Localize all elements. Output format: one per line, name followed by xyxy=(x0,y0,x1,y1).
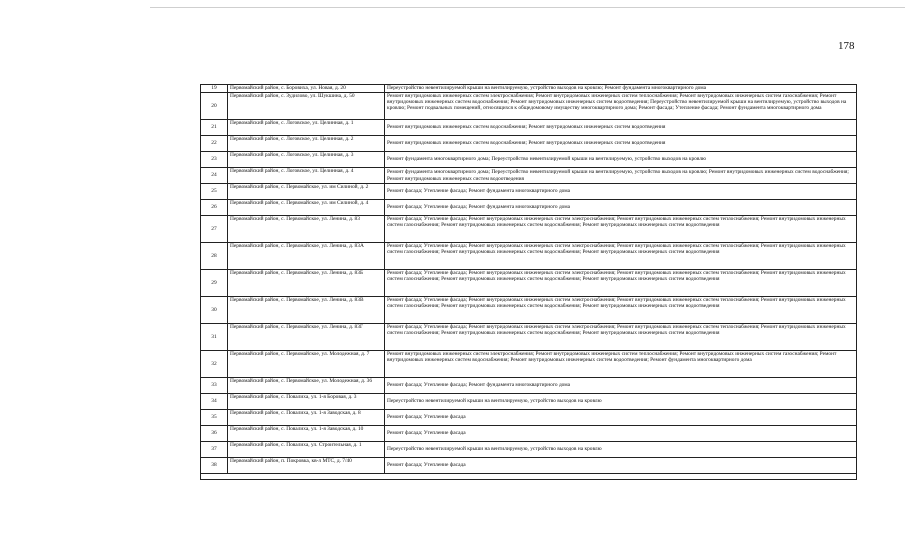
row-address: Первомайский район, с. Логовское, ул. Целинная, д. 4 xyxy=(228,168,385,184)
row-address: Первомайский район, с. Повалиха, ул. 1-я Боровая, д. 3 xyxy=(228,394,385,410)
table-row xyxy=(201,85,857,93)
row-address: Первомайский район, с. Повалиха, ул. 1-я Заводская, д. 10 xyxy=(228,426,385,442)
row-works: Ремонт фасада; Утепление фасада; Ремонт внутридомовых инженерных систем электроснабжения; Ремонт внутридомовых инженерных систем теплоснабжения; Ремонт внутридомовых инженерных систем газоснабжения; Ремонт внутридомовых инженерных систем водоснабжения; Ремонт внутридомовых инженерных систем водоотведения xyxy=(385,297,857,324)
row-works: Ремонт фасада; Утепление фасада; Ремонт внутридомовых инженерных систем электроснабжения; Ремонт внутридомовых инженерных систем теплоснабжения; Ремонт внутридомовых инженерных систем газоснабжения; Ремонт внутридомовых инженерных систем водоснабжения; Ремонт внутридомовых инженерных систем водоотведения xyxy=(385,270,857,297)
table-row xyxy=(201,378,857,394)
table-row xyxy=(201,243,857,270)
row-works: Ремонт фасада; Утепление фасада; Ремонт фундамента многоквартирного дома xyxy=(385,378,857,394)
table-row xyxy=(201,458,857,474)
row-number: 36 xyxy=(201,426,228,442)
row-address: Первомайский район, с. Первомайское, ул. Ленина, д. 83Г xyxy=(228,324,385,351)
row-works: Ремонт фасада; Утепление фасада xyxy=(385,410,857,426)
table-row xyxy=(201,152,857,168)
row-number: 21 xyxy=(201,120,228,136)
table-row xyxy=(201,442,857,458)
row-works: Ремонт фасада; Утепление фасада; Ремонт внутридомовых инженерных систем электроснабжения; Ремонт внутридомовых инженерных систем теплоснабжения; Ремонт внутридомовых инженерных систем газоснабжения; Ремонт внутридомовых инженерных систем водоснабжения; Ремонт внутридомовых инженерных систем водоотведения xyxy=(385,243,857,270)
row-address: Первомайский район, с. Первомайское, ул. им Силиной, д. 4 xyxy=(228,200,385,216)
empty-cell xyxy=(201,474,857,480)
row-address: Первомайский район, с. Первомайское, ул. Молодежная, д. 36 xyxy=(228,378,385,394)
row-number: 24 xyxy=(201,168,228,184)
row-number: 29 xyxy=(201,270,228,297)
table-row xyxy=(201,324,857,351)
table-row xyxy=(201,120,857,136)
row-number: 25 xyxy=(201,184,228,200)
row-address: Первомайский район, с. Первомайское, ул. Ленина, д. 83Б xyxy=(228,270,385,297)
row-works: Ремонт фасада; Утепление фасада; Ремонт внутридомовых инженерных систем электроснабжения; Ремонт внутридомовых инженерных систем теплоснабжения; Ремонт внутридомовых инженерных систем газоснабжения; Ремонт внутридомовых инженерных систем водоснабжения; Ремонт внутридомовых инженерных систем водоотведения xyxy=(385,324,857,351)
table-empty-row xyxy=(201,474,857,480)
table-row xyxy=(201,200,857,216)
row-works: Ремонт фасада; Утепление фасада; Ремонт фундамента многоквартирного дома xyxy=(385,184,857,200)
row-address: Первомайский район, с. Повалиха, ул. 1-я Заводская, д. 8 xyxy=(228,410,385,426)
row-number: 27 xyxy=(201,216,228,243)
table-row xyxy=(201,394,857,410)
row-number: 30 xyxy=(201,297,228,324)
row-number: 34 xyxy=(201,394,228,410)
row-number: 19 xyxy=(201,85,228,93)
row-number: 23 xyxy=(201,152,228,168)
row-works: Ремонт фундамента многоквартирного дома; Переустройство невентилируемой крыши на вентилируемую, устройство выходов на кровлю; Ремонт внутридомовых инженерных систем водоснабжения; Ремонт внутридомовых инженерных систем водоотведения xyxy=(385,168,857,184)
table-row xyxy=(201,297,857,324)
table-row xyxy=(201,136,857,152)
row-address: Первомайский район, с. Первомайское, ул. им Силиной, д. 2 xyxy=(228,184,385,200)
row-address: Первомайский район, с. Первомайское, ул. Ленина, д. 83В xyxy=(228,297,385,324)
row-works: Ремонт фундамента многоквартирного дома; Переустройство невентилируемой крыши на вентилируемую, устройство выходов на кровлю xyxy=(385,152,857,168)
row-address: Первомайский район, с. Логовское, ул. Целинная, д. 3 xyxy=(228,152,385,168)
row-number: 32 xyxy=(201,351,228,378)
table-row xyxy=(201,184,857,200)
row-number: 33 xyxy=(201,378,228,394)
row-address: Первомайский район, с. Логовское, ул. Целинная, д. 2 xyxy=(228,136,385,152)
table-row xyxy=(201,216,857,243)
row-number: 26 xyxy=(201,200,228,216)
table-row xyxy=(201,270,857,297)
row-works: Ремонт внутридомовых инженерных систем электроснабжения; Ремонт внутридомовых инженерных систем теплоснабжения; Ремонт внутридомовых инженерных систем газоснабжения; Ремонт внутридомовых инженерных систем водоснабжения; Ремонт внутридомовых инженерных систем водоотведения; Переустройство невентилируемой крыши на вентилируемую, устройство выходов на кровлю; Ремонт подвальных помещений, относящихся к общедомовому имуществу многоквартирного дома; Ремонт фасада; Утепление фасада; Ремонт фундамента многоквартирного дома xyxy=(385,93,857,120)
row-address: Первомайский район, с. Первомайское, ул. Молодежная, д. 7 xyxy=(228,351,385,378)
row-works: Переустройство невентилируемой крыши на вентилируемую, устройство выходов на кровлю xyxy=(385,442,857,458)
table-row xyxy=(201,93,857,120)
table-row xyxy=(201,410,857,426)
row-works: Ремонт внутридомовых инженерных систем водоснабжения; Ремонт внутридомовых инженерных систем водоотведения xyxy=(385,120,857,136)
table-row xyxy=(201,168,857,184)
row-address: Первомайский район, с. Боровиха, ул. Новая, д. 20 xyxy=(228,85,385,93)
row-number: 37 xyxy=(201,442,228,458)
table-row xyxy=(201,426,857,442)
row-number: 35 xyxy=(201,410,228,426)
row-works: Ремонт внутридомовых инженерных систем электроснабжения; Ремонт внутридомовых инженерных систем теплоснабжения; Ремонт внутридомовых инженерных систем газоснабжения; Ремонт внутридомовых инженерных систем водоснабжения; Ремонт внутридомовых инженерных систем водоотведения; Ремонт фундамента многоквартирного дома xyxy=(385,351,857,378)
page-number: 178 xyxy=(838,40,855,52)
row-works: Ремонт внутридомовых инженерных систем водоснабжения; Ремонт внутридомовых инженерных систем водоотведения xyxy=(385,136,857,152)
scan-edge-line xyxy=(150,7,905,8)
row-address: Первомайский район, с. Логовское, ул. Целинная, д. 1 xyxy=(228,120,385,136)
repair-table-body xyxy=(201,85,857,480)
row-address: Первомайский район, с. Зудилово, ул. Шукшина, д. 50 xyxy=(228,93,385,120)
row-works: Ремонт фасада; Утепление фасада xyxy=(385,458,857,474)
row-number: 28 xyxy=(201,243,228,270)
row-address: Первомайский район, п. Покровка, кв-л МТС, д. 7/40 xyxy=(228,458,385,474)
row-number: 22 xyxy=(201,136,228,152)
row-works: Ремонт фасада; Утепление фасада; Ремонт внутридомовых инженерных систем электроснабжения; Ремонт внутридомовых инженерных систем теплоснабжения; Ремонт внутридомовых инженерных систем газоснабжения; Ремонт внутридомовых инженерных систем водоснабжения; Ремонт внутридомовых инженерных систем водоотведения xyxy=(385,216,857,243)
row-address: Первомайский район, с. Первомайское, ул. Ленина, д. 83А xyxy=(228,243,385,270)
row-number: 38 xyxy=(201,458,228,474)
table-row xyxy=(201,351,857,378)
row-works: Переустройство невентилируемой крыши на вентилируемую, устройство выходов на кровлю xyxy=(385,394,857,410)
row-address: Первомайский район, с. Повалиха, ул. Строительная, д. 1 xyxy=(228,442,385,458)
row-number: 31 xyxy=(201,324,228,351)
row-address: Первомайский район, с. Первомайское, ул. Ленина, д. 83 xyxy=(228,216,385,243)
row-works: Ремонт фасада; Утепление фасада xyxy=(385,426,857,442)
row-works: Переустройство невентилируемой крыши на вентилируемую, устройство выходов на кровлю; Ремонт фундамента многоквартирного дома xyxy=(385,85,857,93)
repair-table xyxy=(200,84,857,480)
row-number: 20 xyxy=(201,93,228,120)
row-works: Ремонт фасада; Утепление фасада; Ремонт фундамента многоквартирного дома xyxy=(385,200,857,216)
